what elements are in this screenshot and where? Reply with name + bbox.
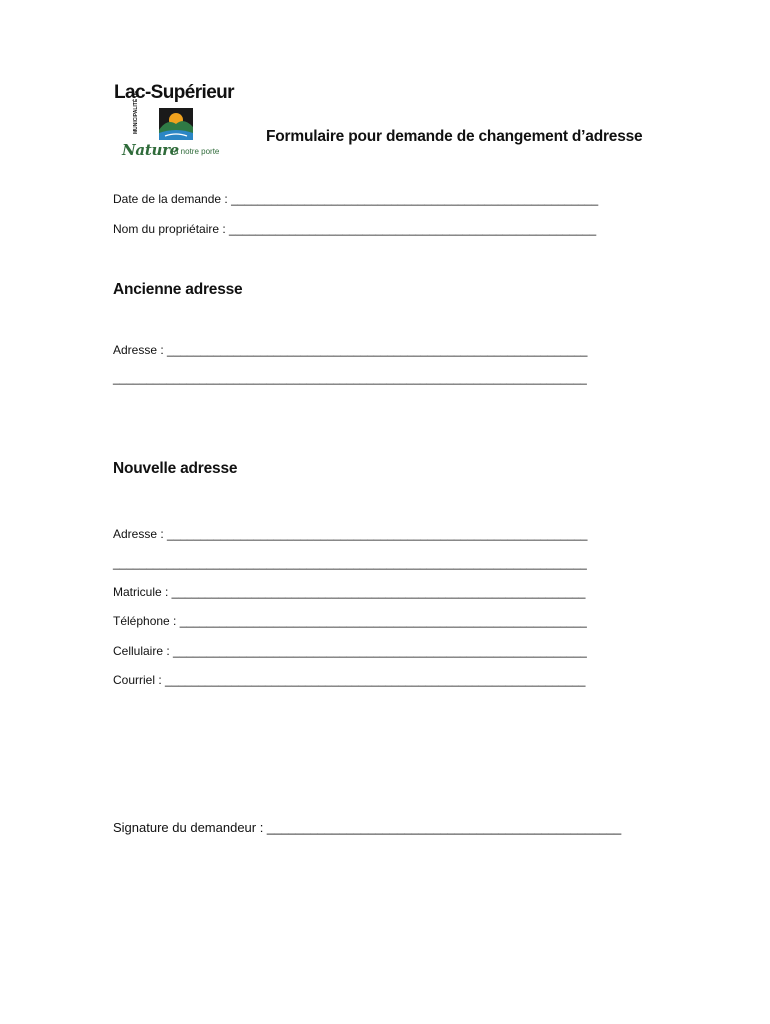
old-address-continuation-line[interactable]: _______________________________________________________________________ (113, 371, 587, 385)
cellulaire-field[interactable]: Cellulaire : ______________________________________________________________ (113, 644, 587, 658)
municipality-logo (112, 80, 242, 162)
owner-name-field[interactable]: Nom du propriétaire : _______________________________________________________ (113, 222, 597, 236)
logo-name: Lac-Supérieur (114, 82, 234, 103)
applicant-signature-field[interactable]: Signature du demandeur : _________________________________________________ (113, 820, 622, 835)
logo-subtitle: MUNICIPALITÉ DE (133, 90, 139, 134)
logo-slogan-tagline: à notre porte (174, 147, 220, 156)
form-title: Formulaire pour demande de changement d’adresse (266, 128, 643, 145)
lake-mountain-emblem-icon (159, 108, 193, 140)
old-address-field[interactable]: Adresse : _______________________________________________________________ (113, 343, 588, 357)
new-address-heading: Nouvelle adresse (113, 460, 238, 477)
courriel-field[interactable]: Courriel : _______________________________________________________________ (113, 673, 586, 687)
request-date-field[interactable]: Date de la demande : _______________________________________________________ (113, 192, 599, 206)
new-address-field[interactable]: Adresse : _______________________________________________________________ (113, 527, 588, 541)
old-address-heading: Ancienne adresse (113, 281, 243, 298)
new-address-continuation-line[interactable]: _______________________________________________________________________ (113, 556, 587, 570)
matricule-field[interactable]: Matricule : ______________________________________________________________ (113, 585, 586, 599)
telephone-field[interactable]: Téléphone : _____________________________________________________________ (113, 614, 587, 628)
logo-slogan-nature: Nature (122, 141, 179, 159)
